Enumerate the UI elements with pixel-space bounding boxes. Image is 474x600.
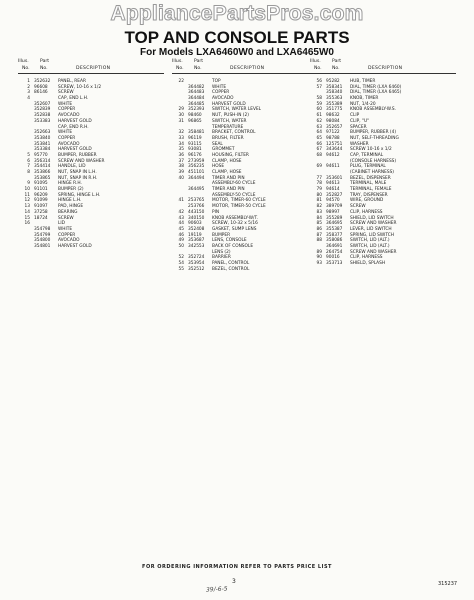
illus-number: 59 xyxy=(316,101,322,107)
part-number: 364495 xyxy=(188,187,205,193)
part-number: 356314 xyxy=(34,158,51,164)
part-number: 91095 xyxy=(34,181,48,187)
column-header xyxy=(172,59,320,79)
column-header xyxy=(18,59,166,79)
part-number: 98632 xyxy=(326,113,340,119)
part-number: 451101 xyxy=(188,170,205,175)
part-description: TIMER AND PIN xyxy=(212,187,245,193)
illus-number: 44 xyxy=(178,221,184,227)
part-description: SCREW AND WASHER xyxy=(350,221,397,227)
part-description: ASSEMBLY-60 CYCLE xyxy=(212,181,256,187)
illus-number: 82 xyxy=(316,204,322,210)
part-number: 253766 xyxy=(188,204,205,210)
header-description: DESCRIPTION xyxy=(230,66,265,71)
header-part: Part xyxy=(40,59,50,64)
header-illus: Illus. xyxy=(310,59,321,64)
part-number: 91101 xyxy=(34,187,48,193)
header-part: Part xyxy=(332,59,342,64)
part-description: CLAMP, HOSE xyxy=(212,158,242,164)
part-description: TERMINAL, MALE xyxy=(350,181,387,187)
part-description: WIRE, GROUND xyxy=(350,198,384,204)
document-code: 315237 xyxy=(438,581,458,587)
part-description: MOTOR, TIMER-50 CYCLE xyxy=(212,204,266,210)
illus-number: 89 xyxy=(316,249,322,255)
part-description: BRACKET, CONTROL xyxy=(212,130,256,136)
illus-number: 13 xyxy=(24,204,30,210)
part-number: 342553 xyxy=(188,243,205,249)
part-description: ASSEMBLY-50 CYCLE xyxy=(212,192,256,198)
part-description: WHITE xyxy=(212,84,227,90)
illus-number: 61 xyxy=(316,113,322,119)
header-no: No. xyxy=(176,66,184,71)
part-number: 358377 xyxy=(326,232,343,238)
illus-number: 36 xyxy=(178,152,184,158)
part-number: 353713 xyxy=(326,261,343,266)
illus-number: 50 xyxy=(178,243,184,249)
part-description: SPACER xyxy=(350,124,367,130)
illus-number: 10 xyxy=(24,187,30,193)
part-description: PANEL, REAR xyxy=(58,79,86,84)
part-description: SCREW, 10-16 x 1/2 xyxy=(58,84,102,90)
illus-number: 33 xyxy=(178,135,184,141)
illus-number: 16 xyxy=(24,221,30,227)
ordering-note: FOR ORDERING INFORMATION REFER TO PARTS PRICE LIST xyxy=(142,564,332,570)
part-number: 96176 xyxy=(188,152,202,158)
part-number: 340150 xyxy=(188,215,205,221)
part-description: CLIP, HARNESS xyxy=(350,255,383,261)
part-number: 93081 xyxy=(188,147,202,153)
part-number: 98084 xyxy=(326,118,340,124)
part-description: SCREW AND WASHER xyxy=(58,158,105,164)
illus-number: 85 xyxy=(316,221,322,227)
part-description: GASKET, SUMP LENS xyxy=(212,226,257,232)
part-description: SCREW xyxy=(58,215,74,221)
part-number: 86146 xyxy=(34,90,48,96)
illus-number: 49 xyxy=(178,238,184,244)
header-rule xyxy=(310,73,456,74)
part-number: 352663 xyxy=(34,130,51,136)
part-description: HOUSING, FILTER xyxy=(212,152,249,158)
part-number: 364485 xyxy=(188,101,205,107)
parts-row xyxy=(310,261,458,267)
illus-number: 29 xyxy=(178,107,184,113)
parts-column-3 xyxy=(310,59,458,267)
part-number: 353687 xyxy=(188,238,205,244)
part-description: CAP, END R.H. xyxy=(58,124,89,130)
illus-number: 8 xyxy=(27,170,30,175)
illus-number: 68 xyxy=(316,152,322,158)
part-number: 353840 xyxy=(34,135,51,141)
part-number: 353601 xyxy=(326,175,343,181)
part-description: MOTOR, TIMER-60 CYCLE xyxy=(212,198,266,204)
part-description: NUT, SELF-THREADING xyxy=(350,135,399,141)
part-number: 90603 xyxy=(188,221,202,227)
part-number: 19119 xyxy=(188,232,202,238)
part-description: BUMPER (2) xyxy=(58,187,84,193)
part-description: LEVER, LID SWITCH xyxy=(350,226,392,232)
parts-row xyxy=(172,267,320,273)
illus-number: 54 xyxy=(178,261,184,266)
watermark: AppliancePartsPros.com xyxy=(110,2,364,25)
illus-number: 4 xyxy=(27,96,30,102)
part-description: BUMPER, RUBBER xyxy=(58,152,97,158)
part-description: COPPER xyxy=(58,232,76,238)
part-description: TRAY, DISPENSER xyxy=(350,192,388,198)
illus-number: 80 xyxy=(316,192,322,198)
part-number: 352827 xyxy=(326,192,343,198)
part-number: 353866 xyxy=(34,170,51,175)
part-number: 355389 xyxy=(326,101,343,107)
header-illus: Illus. xyxy=(18,59,29,64)
part-number: 98788 xyxy=(326,135,340,141)
page-title: TOP AND CONSOLE PARTS xyxy=(124,28,350,47)
illus-number: 22 xyxy=(178,79,184,84)
illus-number: 42 xyxy=(178,209,184,215)
part-description: CLIP xyxy=(350,113,360,119)
part-number: 354800 xyxy=(34,238,51,244)
part-description: HUB, TIMER xyxy=(350,79,376,84)
part-number: 97122 xyxy=(326,130,340,136)
part-number: 364691 xyxy=(326,243,343,249)
part-description: (CONSOLE HARNESS) xyxy=(350,158,397,164)
part-number: 94613 xyxy=(326,181,340,187)
part-description: SPRING, HINGE L.H. xyxy=(58,192,101,198)
illus-number: 62 xyxy=(316,118,322,124)
part-description: AVOCADO xyxy=(58,113,80,119)
illus-number: 6 xyxy=(27,158,30,164)
header-no: No. xyxy=(314,66,322,71)
part-description: WHITE xyxy=(58,226,73,232)
part-number: 358340 xyxy=(326,90,343,96)
parts-row xyxy=(18,244,166,250)
part-number: 355363 xyxy=(326,96,343,102)
part-description: PIN xyxy=(212,209,220,215)
illus-number: 34 xyxy=(178,141,184,147)
part-description: WHITE xyxy=(58,101,73,107)
illus-number: 3 xyxy=(27,90,30,96)
illus-number: 7 xyxy=(27,164,30,170)
part-number: 264754 xyxy=(326,249,343,255)
part-description: WASHER xyxy=(350,141,369,147)
part-number: 96608 xyxy=(34,84,48,90)
header-no: No. xyxy=(22,66,30,71)
part-number: 358481 xyxy=(188,130,205,136)
part-number: 90016 xyxy=(326,255,340,261)
header-no: No. xyxy=(332,66,340,71)
part-number: 364494 xyxy=(188,175,205,181)
part-number: 354799 xyxy=(34,232,51,238)
part-description: BRUSH, FILTER xyxy=(212,135,244,141)
part-description: HOSE xyxy=(212,164,225,170)
part-number: 352408 xyxy=(188,226,205,232)
part-description: SCREW 10-16 x 1/2 xyxy=(350,147,392,153)
illus-number: 87 xyxy=(316,232,322,238)
parts-column-2 xyxy=(172,59,320,272)
part-number: 96209 xyxy=(34,192,48,198)
part-number: 358341 xyxy=(326,84,343,90)
part-description: SHIELD, SPLASH xyxy=(350,261,386,266)
part-number: 355387 xyxy=(326,226,343,232)
part-description: SEAL xyxy=(212,141,223,147)
part-number: 253765 xyxy=(188,198,205,204)
part-description: NUT, SNAP IN L.H. xyxy=(58,170,97,175)
part-description: LENS (2) xyxy=(212,249,231,255)
part-number: 273959 xyxy=(188,158,205,164)
part-description: SCREW xyxy=(350,204,366,210)
illus-number: 35 xyxy=(178,147,184,153)
part-number: 353954 xyxy=(188,261,205,266)
part-number: 352393 xyxy=(188,107,205,113)
part-description: LENS, CONSOLE xyxy=(212,238,247,244)
part-description: COPPER xyxy=(58,107,76,113)
part-number: 96119 xyxy=(188,135,202,141)
page-subtitle: For Models LXA6460W0 and LXA6465W0 xyxy=(140,47,334,58)
part-number: 364484 xyxy=(188,96,205,102)
part-description: CAP, TERMINAL xyxy=(350,152,384,158)
part-description: BACK OF CONSOLE xyxy=(212,243,254,249)
part-description: CLIP, HARNESS xyxy=(350,209,383,215)
part-description: HINGE R.H. xyxy=(58,181,82,187)
illus-number: 69 xyxy=(316,164,322,170)
part-number: 98460 xyxy=(188,113,202,119)
part-description: PLUG, TERMINAL xyxy=(350,164,386,170)
header-no: No. xyxy=(194,66,202,71)
part-description: BEZEL, CONTROL xyxy=(212,266,250,272)
part-description: SWITCH, WATER xyxy=(212,118,247,124)
part-number: 352839 xyxy=(34,107,51,113)
part-description: BUMPER, RUBBER (4) xyxy=(350,130,397,136)
parts-column-1 xyxy=(18,59,166,250)
part-number: 352607 xyxy=(34,101,51,107)
illus-number: 38 xyxy=(178,164,184,170)
part-description: SCREW xyxy=(58,90,74,96)
part-description: HINGE L.H. xyxy=(58,198,82,204)
illus-number: 39 xyxy=(178,170,184,175)
part-number: 353383 xyxy=(34,118,51,124)
part-number: 37258 xyxy=(34,209,48,215)
header-no: No. xyxy=(40,66,48,71)
part-number: 94570 xyxy=(326,198,340,204)
part-description: KNOB, TIMER xyxy=(350,96,379,102)
part-description: SWITCH, LID (ALT.) xyxy=(350,243,390,249)
part-description: TERMINAL, FEMALE xyxy=(350,187,392,193)
part-number: 443150 xyxy=(188,209,205,215)
part-description: BARRIER xyxy=(212,255,231,261)
part-number: 95282 xyxy=(326,79,340,84)
illus-number: 32 xyxy=(178,130,184,136)
illus-number: 83 xyxy=(316,209,322,215)
illus-number: 56 xyxy=(316,79,322,84)
part-number: 18724 xyxy=(34,215,48,221)
part-description: CLAMP, HOSE xyxy=(212,170,242,175)
part-number: 354414 xyxy=(34,164,51,170)
illus-number: 63 xyxy=(316,124,322,130)
header-rule xyxy=(172,73,318,74)
header-rule xyxy=(18,73,164,74)
part-number: 351775 xyxy=(326,107,343,113)
illus-number: 77 xyxy=(316,175,322,181)
illus-number: 64 xyxy=(316,130,322,136)
part-description: DIAL, TIMER (LXA 6465) xyxy=(350,90,402,96)
illus-number: 86 xyxy=(316,226,322,232)
illus-number: 88 xyxy=(316,238,322,244)
part-description: NUT, 1/4-20 xyxy=(350,101,376,107)
part-number: 353384 xyxy=(34,147,51,153)
part-description: LID xyxy=(58,221,65,227)
illus-number: 58 xyxy=(316,96,322,102)
part-number: 364482 xyxy=(188,84,205,90)
part-description: AVOCADO xyxy=(212,96,234,102)
part-description: PAD, HINGE xyxy=(58,204,84,210)
illus-number: 30 xyxy=(178,113,184,119)
illus-number: 1 xyxy=(27,79,30,84)
part-description: AVOCADO xyxy=(58,141,80,147)
part-description: BEARING xyxy=(58,209,78,215)
part-description: TIMER AND PIN xyxy=(212,175,245,181)
illus-number: 14 xyxy=(24,209,30,215)
illus-number: 57 xyxy=(316,84,322,90)
part-description: COPPER xyxy=(58,135,76,141)
illus-number: 15 xyxy=(24,215,30,221)
header-description: DESCRIPTION xyxy=(368,66,403,71)
page-number: 3 xyxy=(232,578,236,585)
part-number: 352512 xyxy=(188,266,205,272)
part-number: 125751 xyxy=(326,141,343,147)
part-description: BEZEL, DISPENSER xyxy=(350,175,391,181)
part-description: AVOCADO xyxy=(58,238,80,244)
part-number: 364695 xyxy=(326,221,343,227)
illus-number: 81 xyxy=(316,198,322,204)
illus-number: 9 xyxy=(27,181,30,187)
illus-number: 55 xyxy=(178,266,184,272)
part-number: 353865 xyxy=(34,175,51,181)
part-number: 355289 xyxy=(326,215,343,221)
illus-number: 2 xyxy=(27,84,30,90)
part-number: 95770 xyxy=(34,152,48,158)
part-description: TOP xyxy=(212,79,221,84)
part-description: SHIELD, LID SWITCH xyxy=(350,215,394,221)
part-description: CAP, END L.H. xyxy=(58,96,89,102)
handwritten-note: 39/-6-5 xyxy=(205,585,228,594)
illus-number: 78 xyxy=(316,181,322,187)
part-number: 94614 xyxy=(326,187,340,193)
illus-number: 31 xyxy=(178,118,184,124)
illus-number: 65 xyxy=(316,135,322,141)
part-number: 91097 xyxy=(34,204,48,210)
illus-number: 93 xyxy=(316,261,322,266)
part-number: 389709 xyxy=(326,204,343,210)
part-description: (CABINET HARNESS) xyxy=(350,170,394,175)
part-number: 352724 xyxy=(188,255,205,261)
part-number: 94611 xyxy=(326,164,340,170)
illus-number: 11 xyxy=(24,192,30,198)
part-description: HARVEST GOLD xyxy=(58,147,92,153)
illus-number: 40 xyxy=(178,175,184,181)
column-header xyxy=(310,59,458,79)
part-description: PANEL, CONTROL xyxy=(212,261,250,266)
part-description: KNOB ASSEMBLY-W.S. xyxy=(350,107,397,113)
illus-number: 52 xyxy=(178,255,184,261)
illus-number: 60 xyxy=(316,107,322,113)
part-number: 354801 xyxy=(34,243,51,249)
illus-number: 5 xyxy=(27,152,30,158)
header-illus: Illus. xyxy=(172,59,183,64)
part-description: SWITCH, WATER LEVEL xyxy=(212,107,262,113)
part-description: HANDLE, LID xyxy=(58,164,86,170)
header-part: Part xyxy=(194,59,204,64)
illus-number: 67 xyxy=(316,147,322,153)
part-number: 91099 xyxy=(34,198,48,204)
illus-number: 79 xyxy=(316,187,322,193)
part-description: KNOB ASSEMBLY-W/T. xyxy=(212,215,258,221)
part-number: 352632 xyxy=(34,79,51,84)
illus-number: 90 xyxy=(316,255,322,261)
part-number: 98997 xyxy=(326,209,340,215)
part-number: 93115 xyxy=(188,141,202,147)
part-description: HARVEST GOLD xyxy=(58,243,92,249)
header-description: DESCRIPTION xyxy=(76,66,111,71)
part-description: NUT, PUSH-IN (2) xyxy=(212,113,249,119)
part-description: CLIP, "U" xyxy=(350,118,370,124)
part-description: SPRING, LID SWITCH xyxy=(350,232,395,238)
part-number: 352657 xyxy=(326,124,343,130)
part-number: 354798 xyxy=(34,226,51,232)
part-description: NUT, SNAP IN R.H. xyxy=(58,175,98,181)
part-description: TEMPERATURE xyxy=(212,124,244,130)
part-description: SCREW AND WASHER xyxy=(350,249,397,255)
part-description: GROMMET xyxy=(212,147,235,153)
part-number: 352838 xyxy=(34,113,51,119)
illus-number: 84 xyxy=(316,215,322,221)
part-description: HARVEST GOLD xyxy=(58,118,92,124)
part-description: DIAL, TIMER (LXA 6460) xyxy=(350,84,402,90)
part-number: 358086 xyxy=(326,238,343,244)
part-number: 96865 xyxy=(188,118,202,124)
part-description: COPPER xyxy=(212,90,230,96)
part-number: 364483 xyxy=(188,90,205,96)
illus-number: 46 xyxy=(178,232,184,238)
part-number: 94612 xyxy=(326,152,340,158)
part-number: 353841 xyxy=(34,141,51,147)
illus-number: 66 xyxy=(316,141,322,147)
illus-number: 43 xyxy=(178,215,184,221)
part-number: 343644 xyxy=(326,147,343,153)
illus-number: 12 xyxy=(24,198,30,204)
part-description: SWITCH, LID (ALT.) xyxy=(350,238,390,244)
part-description: WHITE xyxy=(58,130,73,136)
illus-number: 41 xyxy=(178,198,184,204)
part-number: 356235 xyxy=(188,164,205,170)
part-description: BUMPER xyxy=(212,232,231,238)
illus-number: 37 xyxy=(178,158,184,164)
part-description: HARVEST GOLD xyxy=(212,101,246,107)
illus-number: 45 xyxy=(178,226,184,232)
part-description: SCREW, 10-32 x 5/16 xyxy=(212,221,258,227)
